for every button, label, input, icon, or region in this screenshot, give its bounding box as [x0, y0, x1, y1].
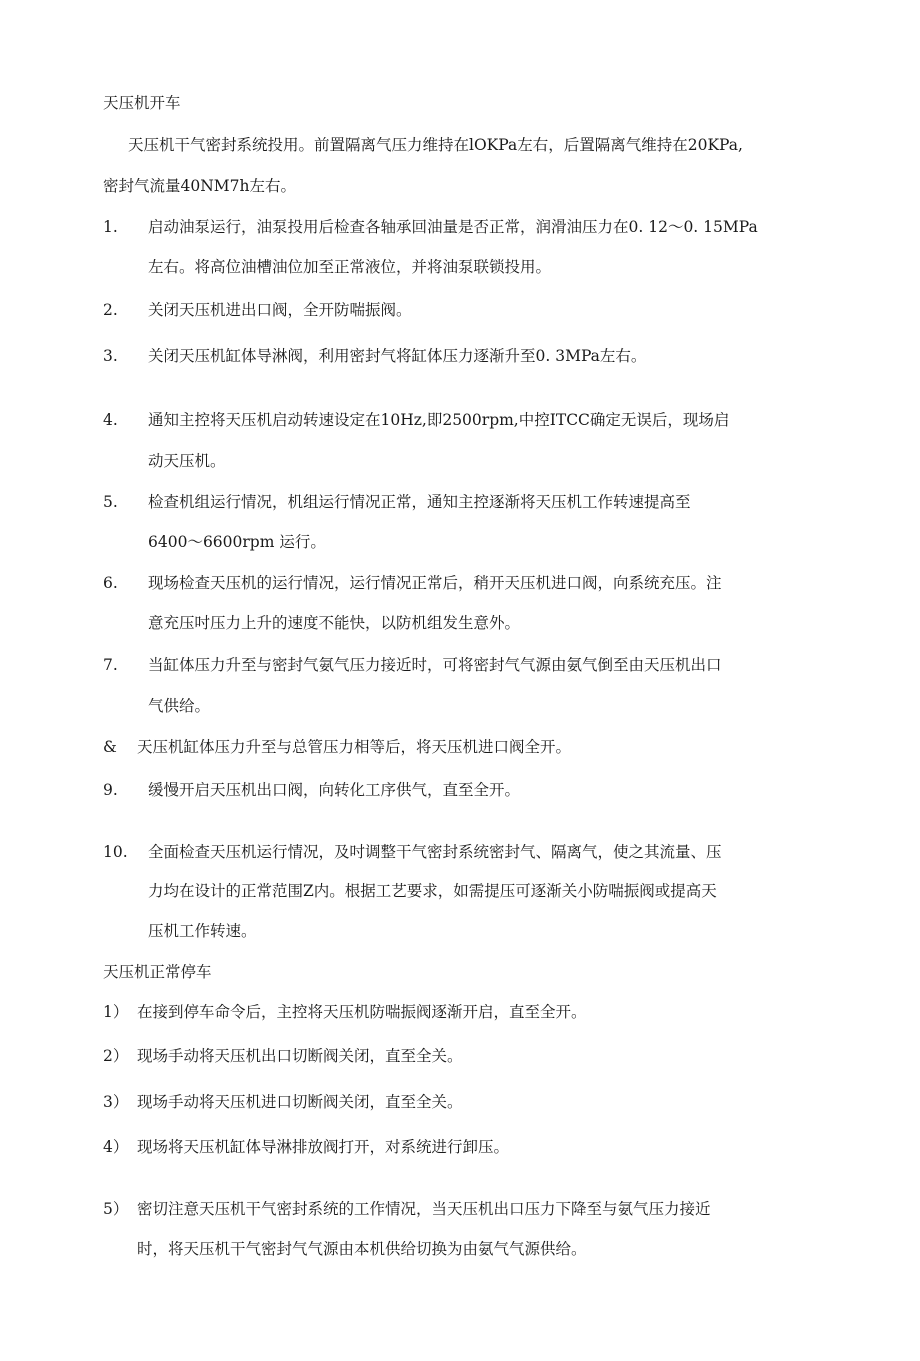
list-item-text: 意充压吋压力上升的速度不能快，以防机组发生意外。 — [148, 614, 521, 632]
list-item-text: 启动油泵运行，油泵投用后检查各轴承回油量是否正常，润滑油压力在0. 12～0. 15MPa — [148, 218, 758, 236]
list-item-number: 9. — [103, 781, 118, 799]
section-title-startup: 天压机开车 — [103, 94, 181, 112]
list-item-text: 时，将天压机干气密封气气源由本机供给切换为由氨气气源供给。 — [137, 1240, 587, 1258]
list-item-text: 关闭天压机缸体导淋阀，利用密封气将缸体压力逐渐升至0. 3MPa左右。 — [148, 347, 647, 365]
list-item-text: 全面检查天压机运行情况，及吋调整干气密封系统密封气、隔离气，使之其流量、压 — [148, 843, 722, 861]
list-item-text: 现场检查天压机的运行情况，运行情况正常后，稍开天压机进口阀，向系统充压。注 — [148, 574, 722, 592]
list-item-number: 6. — [103, 574, 118, 592]
intro-line-1: 天压机干气密封系统投用。前置隔离气压力维持在lOKPa左右，后置隔离气维持在20KPa, — [128, 136, 743, 154]
list-item-text: 现场手动将天压机进口切断阀关闭，直至全关。 — [137, 1093, 463, 1111]
list-item-text: 当缸体压力升至与密封气氨气压力接近时，可将密封气气源由氨气倒至由天压机出口 — [148, 656, 722, 674]
list-item-text: 通知主控将天压机启动转速设定在10Hz,即2500rpm,中控ITCC确定无误后，现场启 — [148, 411, 730, 429]
list-item-number: 1） — [103, 1003, 129, 1021]
list-item-number: 5） — [103, 1200, 129, 1218]
list-item-text: 左右。将高位油槽油位加至正常液位，并将油泵联锁投用。 — [148, 258, 552, 276]
list-item-text: 力均在设计的正常范围Z内。根据工艺要求，如需提压可逐渐关小防喘振阀或提高天 — [148, 882, 717, 900]
list-item-number: 5. — [103, 493, 118, 511]
list-item-text: 现场将天压机缸体导淋排放阀打开，对系统进行卸压。 — [137, 1138, 510, 1156]
list-item-text: 检查机组运行情况，机组运行情况正常，通知主控逐渐将天压机工作转速提高至 — [148, 493, 691, 511]
list-item-number: 3. — [103, 347, 118, 365]
list-item-text: 6400～6600rpm 运行。 — [148, 533, 326, 551]
list-item-number: & — [103, 738, 117, 756]
list-item-text: 缓慢开启天压机出口阀，向转化工序供气，直至全开。 — [148, 781, 521, 799]
intro-line-2: 密封气流量40NM7h左右。 — [103, 177, 297, 195]
list-item-text: 气供给。 — [148, 697, 211, 715]
list-item-text: 关闭天压机进出口阀，全开防喘振阀。 — [148, 301, 412, 319]
list-item-text: 压机工作转速。 — [148, 922, 257, 940]
list-item-number: 1. — [103, 218, 118, 236]
list-item-number: 7. — [103, 656, 118, 674]
list-item-number: 4. — [103, 411, 118, 429]
list-item-text: 密切注意天压机干气密封系统的工作情况，当天压机出口压力下降至与氨气压力接近 — [137, 1200, 711, 1218]
list-item-number: 10. — [103, 843, 128, 861]
list-item-number: 4） — [103, 1138, 129, 1156]
list-item-text: 现场手动将天压机出口切断阀关闭，直至全关。 — [137, 1047, 463, 1065]
list-item-number: 3） — [103, 1093, 129, 1111]
list-item-text: 天压机缸体压力升至与总管压力相等后，将天压机进口阀全开。 — [137, 738, 572, 756]
list-item-number: 2. — [103, 301, 118, 319]
list-item-text: 动天压机。 — [148, 452, 226, 470]
section-title-shutdown: 天压机正常停车 — [103, 963, 212, 981]
list-item-text: 在接到停车命令后，主控将天压机防喘振阀逐渐开启，直至全开。 — [137, 1003, 587, 1021]
list-item-number: 2） — [103, 1047, 129, 1065]
